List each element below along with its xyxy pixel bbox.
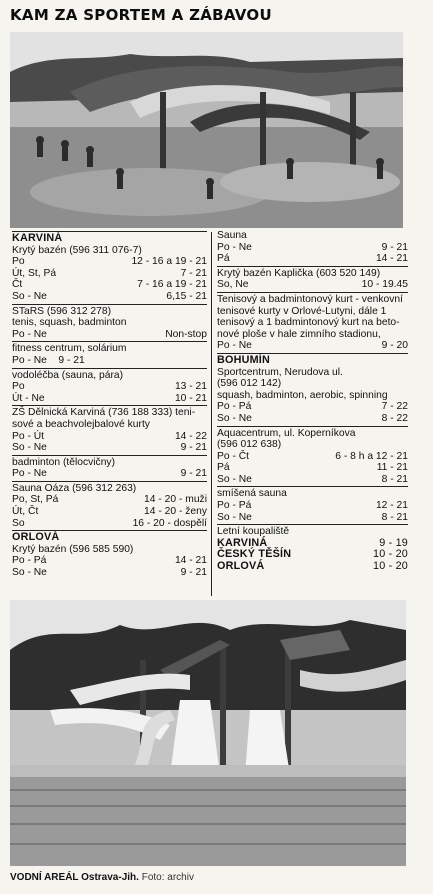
kaplicka-title: Krytý bazén Kaplička (603 520 149) [217,266,408,280]
fitness-hours: Po - Ne 9 - 21 [12,354,85,366]
kryty-bazen-karvina: Krytý bazén (596 311 076-7) [12,244,142,256]
kryty-bazen-orlova: Krytý bazén (596 585 590) [12,543,134,555]
smisena-sauna-title: smíšená sauna [217,486,408,500]
schedule-row: Po - Pá 7 - 22 [217,401,408,413]
stars-subtitle: tenis, squash, badminton [12,317,127,329]
letni-koupaliste-title: Letní koupaliště [217,524,408,538]
section-karvina: KARVINÁ [12,231,207,245]
schedule-row: Po - Ne 9 - 21 [217,241,408,253]
schedule-row: Út - Ne 10 - 21 [12,392,207,404]
sportcentrum-phone: (596 012 142) [217,378,282,390]
schedule-row: Po, St, Pá 14 - 20 - muži [12,494,207,506]
aquapark-illustration-bottom [10,600,406,866]
schedule-row: ORLOVÁ 10 - 20 [217,560,408,573]
schedule-row: Po - Pá 14 - 21 [12,555,207,567]
aquacentrum-title: Aquacentrum, ul. Koperníkova [217,426,408,440]
schedule-row: Po - Čt 6 - 8 h a 12 - 21 [217,450,408,462]
zs-title: ZŠ Dělnická Karviná (736 188 333) tenisové a beachvolejbalové kurty [12,405,207,430]
schedule-row: Út, St, Pá 7 - 21 [12,267,207,279]
column-divider [211,232,212,596]
vodolecba-title: vodoléčba (sauna, pára) [12,368,207,382]
schedule-row: So - Ne 6,15 - 21 [12,290,207,302]
schedule-row: So - Ne 9 - 21 [12,442,207,454]
sportcentrum-subtitle: squash, badminton, aerobic, spinning [217,389,388,401]
photo-caption [10,872,194,883]
schedule-row: So 16 - 20 - dospělí [12,517,207,529]
aquapark-photo-bottom [10,600,406,866]
aquapark-illustration-top [10,32,403,228]
stars-title: STaRS (596 312 278) [12,304,207,318]
caption-credit: Foto: archiv [138,872,194,883]
sportcentrum-title: Sportcentrum, Nerudova ul. [217,366,343,378]
schedule-row: Po 13 - 21 [12,381,207,393]
section-bohumin: BOHUMÍN [217,353,408,367]
schedule-row: So, Ne 10 - 19.45 [217,279,408,291]
caption-place: Ostrava-Jih. [78,872,139,883]
schedule-row: Út, Čt 14 - 20 - ženy [12,506,207,518]
sauna-oaza-title: Sauna Oáza (596 312 263) [12,481,207,495]
aquacentrum-phone: (596 012 638) [217,439,282,451]
badminton-title: badminton (tělocvičny) [12,455,207,469]
schedule-row: ČESKÝ TĚŠÍN 10 - 20 [217,548,408,561]
schedule-row: Pá 14 - 21 [217,253,408,265]
schedule-row: So - Ne 8 - 22 [217,412,408,424]
schedule-row: Po - Pá 12 - 21 [217,500,408,512]
schedule-row: Po - Ne Non-stop [12,328,207,340]
schedule-row: So - Ne 8 - 21 [217,511,408,523]
schedule-row: Po 12 - 16 a 19 - 21 [12,256,207,268]
tenis-title: Tenisový a badmintonový kurt - venkovní tenisové kurty v Orlové-Lutyni, dále 1 tenisový a 1 badmintonový kurt na betonové ploše v hale zimního stadionu, [217,292,408,340]
schedule-row: Po - Ne 9 - 20 [217,340,408,352]
section-orlova: ORLOVÁ [12,530,207,544]
schedule-row: Čt 7 - 16 a 19 - 21 [12,279,207,291]
headline: KAM ZA SPORTEM A ZÁBAVOU [10,6,272,24]
right-column [217,230,408,573]
left-column [12,230,207,579]
schedule-row: KARVINÁ 9 - 19 [217,536,408,549]
sauna-title: Sauna [217,230,247,241]
schedule-row: So - Ne 8 - 21 [217,473,408,485]
schedule-row: So - Ne 9 - 21 [12,567,207,579]
schedule-row: Po - Út 14 - 22 [12,430,207,442]
fitness-title: fitness centrum, solárium [12,341,207,355]
schedule-row: Pá 11 - 21 [217,462,408,474]
caption-title: VODNÍ AREÁL [10,872,79,883]
schedule-row: Po - Ne 9 - 21 [12,468,207,480]
aquapark-photo-top [10,32,403,228]
